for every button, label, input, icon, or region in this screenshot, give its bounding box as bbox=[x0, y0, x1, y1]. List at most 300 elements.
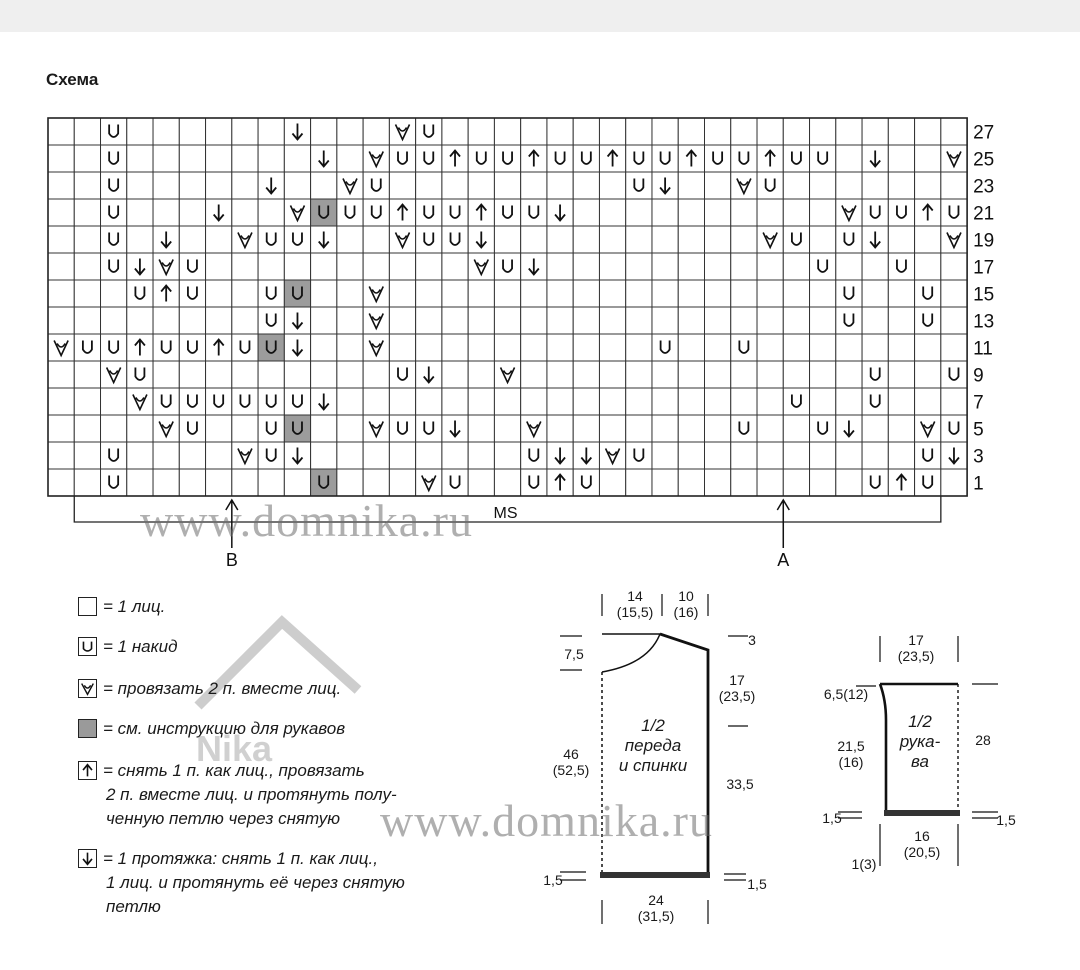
chart-cell bbox=[915, 469, 941, 496]
chart-cell bbox=[888, 118, 914, 145]
sleeve-piece-label: 1/2 рука- ва bbox=[899, 712, 941, 771]
chart-cell bbox=[810, 172, 836, 199]
chart-cell bbox=[494, 469, 520, 496]
chart-cell bbox=[337, 442, 363, 469]
chart-cell bbox=[810, 361, 836, 388]
chart-cell bbox=[494, 334, 520, 361]
chart-cell bbox=[705, 334, 731, 361]
chart-cell bbox=[179, 199, 205, 226]
chart-cell bbox=[389, 469, 415, 496]
chart-cell bbox=[521, 334, 547, 361]
chart-cell bbox=[363, 361, 389, 388]
chart-cell bbox=[862, 334, 888, 361]
dim-top-left: 14 (15,5) bbox=[616, 588, 654, 620]
chart-cell bbox=[941, 334, 967, 361]
chart-cell bbox=[836, 469, 862, 496]
dim-length: 46 (52,5) bbox=[552, 746, 590, 778]
chart-cell bbox=[232, 172, 258, 199]
chart-cell bbox=[521, 442, 547, 469]
chart-cell bbox=[416, 307, 442, 334]
chart-cell bbox=[626, 469, 652, 496]
chart-cell bbox=[442, 334, 468, 361]
chart-cell bbox=[705, 469, 731, 496]
chart-cell bbox=[337, 469, 363, 496]
chart-cell bbox=[206, 226, 232, 253]
chart-cell bbox=[652, 415, 678, 442]
chart-cell bbox=[101, 280, 127, 307]
chart-cell bbox=[626, 226, 652, 253]
chart-cell bbox=[153, 442, 179, 469]
chart-cell bbox=[783, 415, 809, 442]
chart-cell bbox=[810, 307, 836, 334]
chart-cell bbox=[232, 334, 258, 361]
chart-cell bbox=[468, 280, 494, 307]
neckline bbox=[602, 634, 660, 672]
chart-cell bbox=[678, 280, 704, 307]
chart-cell bbox=[810, 280, 836, 307]
chart-cell bbox=[311, 334, 337, 361]
chart-cell bbox=[705, 172, 731, 199]
chart-cell bbox=[862, 253, 888, 280]
chart-cell bbox=[389, 361, 415, 388]
chart-cell bbox=[652, 280, 678, 307]
chart-cell bbox=[389, 307, 415, 334]
body-piece-label: 1/2 переда и спинки bbox=[618, 716, 688, 775]
chart-cell bbox=[731, 307, 757, 334]
chart-cell bbox=[101, 307, 127, 334]
chart-cell bbox=[494, 118, 520, 145]
chart-cell bbox=[836, 388, 862, 415]
chart-cell bbox=[836, 307, 862, 334]
chart-cell bbox=[48, 172, 74, 199]
chart-cell bbox=[836, 145, 862, 172]
dim-hem-left: 1,5 bbox=[543, 872, 563, 888]
chart-cell bbox=[705, 118, 731, 145]
chart-cell bbox=[547, 226, 573, 253]
chart-cell bbox=[705, 361, 731, 388]
chart-cell bbox=[915, 226, 941, 253]
chart-cell bbox=[494, 442, 520, 469]
chart-cell bbox=[179, 388, 205, 415]
row-number-label: 25 bbox=[973, 149, 995, 171]
chart-cell bbox=[757, 361, 783, 388]
chart-cell bbox=[626, 361, 652, 388]
body-hem bbox=[600, 872, 710, 878]
chart-cell bbox=[153, 469, 179, 496]
chart-cell bbox=[915, 280, 941, 307]
chart-cell bbox=[48, 469, 74, 496]
chart-cell bbox=[783, 118, 809, 145]
chart-cell bbox=[206, 307, 232, 334]
chart-cell bbox=[442, 280, 468, 307]
chart-cell bbox=[941, 415, 967, 442]
chart-cell bbox=[337, 280, 363, 307]
chart-cell bbox=[573, 415, 599, 442]
chart-cell bbox=[337, 226, 363, 253]
chart-cell bbox=[127, 172, 153, 199]
chart-cell bbox=[258, 280, 284, 307]
chart-cell bbox=[783, 280, 809, 307]
chart-cell bbox=[652, 199, 678, 226]
chart-cell bbox=[731, 442, 757, 469]
row-number-label: 9 bbox=[973, 365, 984, 387]
chart-cell bbox=[521, 226, 547, 253]
chart-cell bbox=[888, 334, 914, 361]
chart-cell bbox=[731, 226, 757, 253]
chart-cell bbox=[311, 361, 337, 388]
chart-cell bbox=[757, 415, 783, 442]
chart-cell bbox=[705, 388, 731, 415]
chart-cell bbox=[705, 145, 731, 172]
chart-cell bbox=[48, 307, 74, 334]
chart-cell bbox=[547, 253, 573, 280]
chart-cell bbox=[547, 280, 573, 307]
chart-cell bbox=[573, 361, 599, 388]
chart-cell bbox=[284, 361, 310, 388]
chart-cell bbox=[468, 334, 494, 361]
chart-cell bbox=[416, 118, 442, 145]
chart-title: Схема bbox=[46, 70, 99, 89]
chart-cell bbox=[731, 361, 757, 388]
chart-cell bbox=[652, 307, 678, 334]
chart-cell bbox=[757, 253, 783, 280]
chart-cell bbox=[48, 226, 74, 253]
chart-cell bbox=[74, 145, 100, 172]
chart-cell bbox=[232, 118, 258, 145]
chart-cell bbox=[232, 388, 258, 415]
chart-cell bbox=[862, 118, 888, 145]
chart-cell bbox=[547, 118, 573, 145]
chart-cell bbox=[652, 145, 678, 172]
chart-cell bbox=[127, 226, 153, 253]
chart-cell bbox=[48, 145, 74, 172]
chart-cell bbox=[101, 199, 127, 226]
chart-cell bbox=[783, 442, 809, 469]
chart-cell bbox=[810, 415, 836, 442]
chart-cell bbox=[757, 280, 783, 307]
chart-cell bbox=[179, 172, 205, 199]
chart-cell bbox=[521, 361, 547, 388]
chart-cell bbox=[862, 199, 888, 226]
chart-cell bbox=[258, 118, 284, 145]
chart-cell bbox=[678, 415, 704, 442]
legend-item-gray: = см. инструкцию для рукавов bbox=[78, 718, 345, 740]
chart-cell bbox=[48, 280, 74, 307]
chart-cell bbox=[573, 307, 599, 334]
chart-cell bbox=[258, 361, 284, 388]
chart-cell bbox=[127, 145, 153, 172]
chart-cell bbox=[179, 118, 205, 145]
chart-cell bbox=[311, 469, 337, 496]
chart-cell bbox=[101, 415, 127, 442]
chart-cell bbox=[862, 469, 888, 496]
dim-hem-right: 1,5 bbox=[747, 876, 767, 892]
chart-cell bbox=[206, 361, 232, 388]
row-number-label: 1 bbox=[973, 473, 984, 495]
chart-cell bbox=[573, 199, 599, 226]
chart-cell bbox=[127, 415, 153, 442]
chart-cell bbox=[284, 226, 310, 253]
chart-cell bbox=[652, 361, 678, 388]
chart-cell bbox=[74, 118, 100, 145]
chart-cell bbox=[48, 388, 74, 415]
chart-cell bbox=[836, 226, 862, 253]
chart-cell bbox=[337, 199, 363, 226]
chart-cell bbox=[678, 361, 704, 388]
chart-cell bbox=[678, 334, 704, 361]
sleeve-cuff bbox=[884, 810, 960, 816]
chart-cell bbox=[74, 280, 100, 307]
chart-cell bbox=[521, 118, 547, 145]
chart-cell bbox=[416, 280, 442, 307]
chart-cell bbox=[258, 145, 284, 172]
chart-cell bbox=[705, 442, 731, 469]
chart-cell bbox=[888, 280, 914, 307]
chart-cell bbox=[179, 280, 205, 307]
chart-cell bbox=[836, 118, 862, 145]
chart-cell bbox=[626, 415, 652, 442]
chart-cell bbox=[258, 199, 284, 226]
watermark-bottom: www.domnika.ru bbox=[380, 795, 713, 846]
chart-cell bbox=[127, 280, 153, 307]
chart-cell bbox=[468, 145, 494, 172]
chart-cell bbox=[179, 334, 205, 361]
chart-cell bbox=[337, 307, 363, 334]
chart-cell bbox=[416, 172, 442, 199]
chart-cell bbox=[232, 145, 258, 172]
chart-cell bbox=[888, 226, 914, 253]
chart-cell bbox=[862, 172, 888, 199]
chart-cell bbox=[101, 334, 127, 361]
chart-cell bbox=[731, 118, 757, 145]
chart-cell bbox=[74, 361, 100, 388]
chart-cell bbox=[810, 442, 836, 469]
chart-cell bbox=[284, 388, 310, 415]
chart-cell bbox=[311, 442, 337, 469]
chart-cell bbox=[311, 280, 337, 307]
chart-cell bbox=[258, 226, 284, 253]
chart-cell bbox=[153, 334, 179, 361]
chart-cell bbox=[888, 307, 914, 334]
chart-cell bbox=[783, 253, 809, 280]
chart-cell bbox=[468, 172, 494, 199]
chart-cell bbox=[573, 469, 599, 496]
gray-cell-symbol-icon bbox=[78, 719, 97, 738]
chart-cell bbox=[626, 199, 652, 226]
chart-cell bbox=[74, 388, 100, 415]
chart-cell bbox=[127, 118, 153, 145]
chart-cell bbox=[179, 361, 205, 388]
row-number-label: 17 bbox=[973, 257, 995, 279]
chart-cell bbox=[206, 415, 232, 442]
chart-cell bbox=[416, 226, 442, 253]
dim-side: 33,5 bbox=[726, 776, 754, 792]
dim-width: 24 (31,5) bbox=[637, 892, 675, 924]
legend-item-up-arrow: = снять 1 п. как лиц., провязать bbox=[78, 760, 365, 782]
legend-item-down-arrow-line-3: петлю bbox=[106, 897, 161, 916]
chart-cell bbox=[626, 145, 652, 172]
chart-cell bbox=[442, 226, 468, 253]
chart-cell bbox=[573, 253, 599, 280]
chart-cell bbox=[678, 199, 704, 226]
chart-cell bbox=[941, 469, 967, 496]
chart-cell bbox=[521, 280, 547, 307]
chart-cell bbox=[416, 145, 442, 172]
legend-item-knit: = 1 лиц. bbox=[78, 596, 165, 618]
chart-cell bbox=[416, 253, 442, 280]
sleeve-dim-cuff-right: 1,5 bbox=[996, 812, 1016, 828]
knit-symbol-icon bbox=[78, 597, 97, 616]
chart-cell bbox=[337, 334, 363, 361]
chart-cell bbox=[888, 361, 914, 388]
chart-cell bbox=[416, 388, 442, 415]
chart-cell bbox=[599, 307, 625, 334]
chart-cell bbox=[862, 307, 888, 334]
chart-cell bbox=[705, 199, 731, 226]
k2tog-symbol-icon bbox=[78, 679, 97, 698]
chart-cell bbox=[468, 415, 494, 442]
chart-cell bbox=[179, 253, 205, 280]
chart-cell bbox=[363, 388, 389, 415]
chart-cell bbox=[731, 388, 757, 415]
chart-cell bbox=[783, 469, 809, 496]
chart-cell bbox=[888, 415, 914, 442]
chart-cell bbox=[626, 118, 652, 145]
chart-cell bbox=[705, 253, 731, 280]
chart-cell bbox=[363, 469, 389, 496]
chart-cell bbox=[783, 388, 809, 415]
chart-cell bbox=[232, 361, 258, 388]
chart-cell bbox=[757, 307, 783, 334]
chart-cell bbox=[101, 118, 127, 145]
chart-cell bbox=[783, 307, 809, 334]
chart-cell bbox=[284, 172, 310, 199]
chart-cell bbox=[258, 415, 284, 442]
chart-cell bbox=[258, 253, 284, 280]
chart-cell bbox=[573, 172, 599, 199]
chart-cell bbox=[442, 388, 468, 415]
chart-cell bbox=[626, 307, 652, 334]
chart-cell bbox=[862, 388, 888, 415]
logo-watermark: Nika bbox=[196, 728, 273, 769]
chart-cell bbox=[127, 361, 153, 388]
chart-cell bbox=[232, 469, 258, 496]
chart-cell bbox=[284, 469, 310, 496]
chart-cell bbox=[783, 145, 809, 172]
chart-cell bbox=[626, 334, 652, 361]
chart-cell bbox=[888, 253, 914, 280]
chart-cell bbox=[337, 118, 363, 145]
chart-cell bbox=[573, 145, 599, 172]
chart-cell bbox=[810, 469, 836, 496]
chart-cell bbox=[48, 253, 74, 280]
chart-cell bbox=[547, 307, 573, 334]
chart-cell bbox=[678, 388, 704, 415]
chart-cell bbox=[337, 145, 363, 172]
chart-cell bbox=[705, 280, 731, 307]
chart-cell bbox=[731, 145, 757, 172]
chart-cell bbox=[206, 469, 232, 496]
chart-cell bbox=[599, 415, 625, 442]
chart-cell bbox=[888, 442, 914, 469]
chart-cell bbox=[731, 469, 757, 496]
chart-cell bbox=[757, 334, 783, 361]
chart-cell bbox=[652, 118, 678, 145]
chart-cell bbox=[547, 415, 573, 442]
chart-cell bbox=[521, 307, 547, 334]
chart-cell bbox=[599, 334, 625, 361]
chart-cell bbox=[626, 172, 652, 199]
marker-arrow-label: A bbox=[777, 550, 790, 570]
chart-cell bbox=[153, 118, 179, 145]
chart-cell bbox=[521, 388, 547, 415]
chart-cell bbox=[547, 388, 573, 415]
chart-cell bbox=[731, 280, 757, 307]
chart-cell bbox=[783, 199, 809, 226]
legend-item-down-arrow: = 1 протяжка: снять 1 п. как лиц., bbox=[78, 848, 378, 870]
chart-cell bbox=[941, 253, 967, 280]
row-number-label: 27 bbox=[973, 122, 995, 144]
sleeve-dim-cuff-left: 1,5 bbox=[822, 810, 842, 826]
chart-cell bbox=[836, 334, 862, 361]
chart-cell bbox=[836, 442, 862, 469]
chart-cell bbox=[74, 442, 100, 469]
chart-cell bbox=[915, 388, 941, 415]
chart-cell bbox=[626, 388, 652, 415]
chart-cell bbox=[284, 415, 310, 442]
legend-item-yarn-over: = 1 накид bbox=[78, 636, 178, 658]
sleeve-dim-cap: 6,5(12) bbox=[823, 686, 869, 702]
row-number-label: 3 bbox=[973, 446, 984, 468]
chart-cell bbox=[311, 307, 337, 334]
chart-cell bbox=[74, 307, 100, 334]
row-number-label: 19 bbox=[973, 230, 995, 252]
chart-cell bbox=[494, 415, 520, 442]
chart-cell bbox=[652, 334, 678, 361]
row-number-label: 23 bbox=[973, 176, 995, 198]
legend-item-up-arrow-line-3: ченную петлю через снятую bbox=[106, 809, 341, 828]
chart-cell bbox=[232, 253, 258, 280]
chart-cell bbox=[101, 388, 127, 415]
chart-cell bbox=[573, 388, 599, 415]
chart-cell bbox=[494, 253, 520, 280]
chart-cell bbox=[810, 253, 836, 280]
chart-cell bbox=[547, 172, 573, 199]
chart-cell bbox=[442, 253, 468, 280]
chart-cell bbox=[284, 145, 310, 172]
chart-cell bbox=[599, 172, 625, 199]
chart-cell bbox=[232, 280, 258, 307]
sleeve-left-edge bbox=[880, 684, 886, 812]
chart-cell bbox=[941, 361, 967, 388]
chart-cell bbox=[179, 469, 205, 496]
chart-cell bbox=[127, 307, 153, 334]
chart-cell bbox=[258, 334, 284, 361]
chart-cell bbox=[311, 118, 337, 145]
chart-cell bbox=[258, 307, 284, 334]
chart-cell bbox=[494, 199, 520, 226]
chart-cell bbox=[652, 388, 678, 415]
chart-cell bbox=[101, 226, 127, 253]
chart-cell bbox=[626, 253, 652, 280]
chart-cell bbox=[416, 199, 442, 226]
sleeve-dim-right: 28 bbox=[975, 732, 991, 748]
chart-cell bbox=[153, 361, 179, 388]
chart-cell bbox=[810, 334, 836, 361]
chart-cell bbox=[599, 118, 625, 145]
chart-cell bbox=[599, 280, 625, 307]
chart-cell bbox=[705, 415, 731, 442]
